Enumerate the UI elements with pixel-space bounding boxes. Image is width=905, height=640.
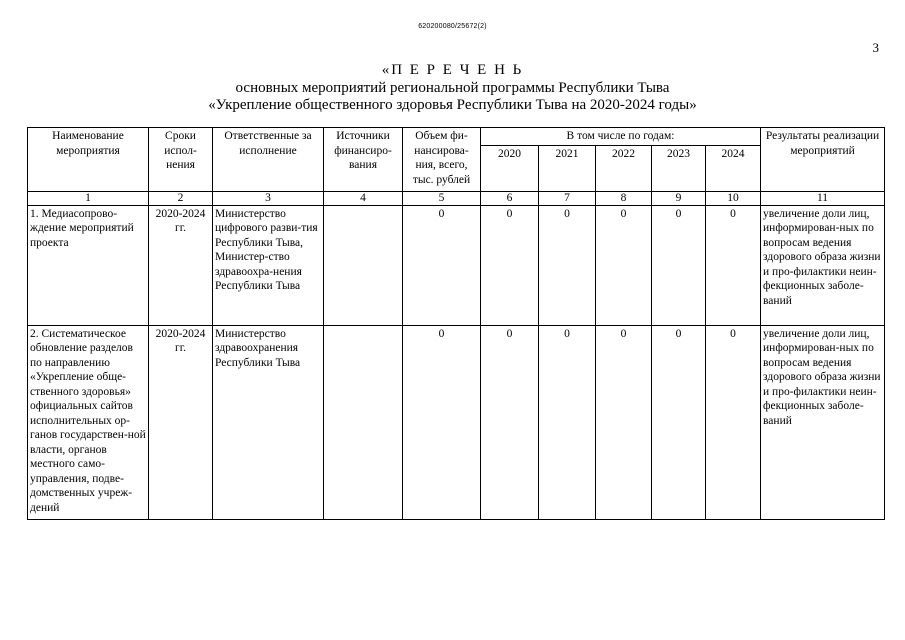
- activity-sources: [324, 205, 403, 325]
- header-year: 2022: [596, 145, 652, 191]
- activity-year-value: 0: [539, 205, 596, 325]
- document-number: 620200080/25672(2): [418, 23, 487, 30]
- column-numbers-row: [28, 191, 885, 205]
- activity-terms: 2020-2024 гг.: [149, 325, 213, 519]
- header-by-years: В том числе по годам:: [481, 128, 761, 146]
- header-year: 2024: [706, 145, 761, 191]
- header-name: Наименование мероприятия: [28, 128, 149, 192]
- header-sources: Источники финансиро-вания: [324, 128, 403, 192]
- activity-name: 2. Систематическое обновление разделов по направлению «Укрепление обще-ственного здоровья» официальных сайтов исполнительных ор-ганов государствен-ной власти, органов местного само-управления, подве-домственных учреж-дений: [28, 325, 149, 519]
- activity-year-value: 0: [652, 325, 706, 519]
- activity-total: 0: [403, 205, 481, 325]
- activity-year-value: 0: [706, 205, 761, 325]
- header-volume: Объем фи-нансирова-ния, всего, тыс. рублей: [403, 128, 481, 192]
- activity-name: 1. Медиасопрово-ждение мероприятий проекта: [28, 205, 149, 325]
- column-number: 4: [324, 191, 403, 205]
- activity-year-value: 0: [481, 205, 539, 325]
- activities-table: [27, 127, 885, 520]
- activity-responsible: Министерство цифрового разви-тия Республики Тыва, Министер-ство здравоохра-нения Республики Тыва: [213, 205, 324, 325]
- column-number: 7: [539, 191, 596, 205]
- activity-responsible: Министерство здравоохранения Республики Тыва: [213, 325, 324, 519]
- header-year: 2021: [539, 145, 596, 191]
- doc-subtitle: основных мероприятий региональной программы Республики Тыва: [235, 80, 670, 96]
- activity-year-value: 0: [652, 205, 706, 325]
- activity-year-value: 0: [596, 325, 652, 519]
- header-terms: Сроки испол-нения: [149, 128, 213, 192]
- activity-result: увеличение доли лиц, информирован-ных по вопросам ведения здорового образа жизни и про-филактики неин-фекционных заболе-ваний: [761, 325, 885, 519]
- table-row: [28, 205, 885, 325]
- activity-sources: [324, 325, 403, 519]
- table-row: [28, 325, 885, 519]
- column-number: 2: [149, 191, 213, 205]
- page-number: 3: [872, 40, 879, 55]
- column-number: 9: [652, 191, 706, 205]
- header-results: Результаты реализации мероприятий: [761, 128, 885, 192]
- activity-total: 0: [403, 325, 481, 519]
- activity-year-value: 0: [706, 325, 761, 519]
- activity-year-value: 0: [481, 325, 539, 519]
- column-number: 3: [213, 191, 324, 205]
- header-year: 2023: [652, 145, 706, 191]
- doc-title: «П Е Р Е Ч Е Н Ь: [381, 62, 524, 78]
- program-name: «Укрепление общественного здоровья Республики Тыва на 2020-2024 годы»: [208, 97, 697, 113]
- column-number: 11: [761, 191, 885, 205]
- header-responsible: Ответственные за исполнение: [213, 128, 324, 192]
- activity-year-value: 0: [596, 205, 652, 325]
- column-number: 1: [28, 191, 149, 205]
- column-number: 8: [596, 191, 652, 205]
- column-number: 10: [706, 191, 761, 205]
- activity-year-value: 0: [539, 325, 596, 519]
- header-year: 2020: [481, 145, 539, 191]
- column-number: 5: [403, 191, 481, 205]
- activity-result: увеличение доли лиц, информирован-ных по вопросам ведения здорового образа жизни и про-филактики неин-фекционных заболе-ваний: [761, 205, 885, 325]
- header-row: [28, 128, 885, 146]
- activity-terms: 2020-2024 гг.: [149, 205, 213, 325]
- column-number: 6: [481, 191, 539, 205]
